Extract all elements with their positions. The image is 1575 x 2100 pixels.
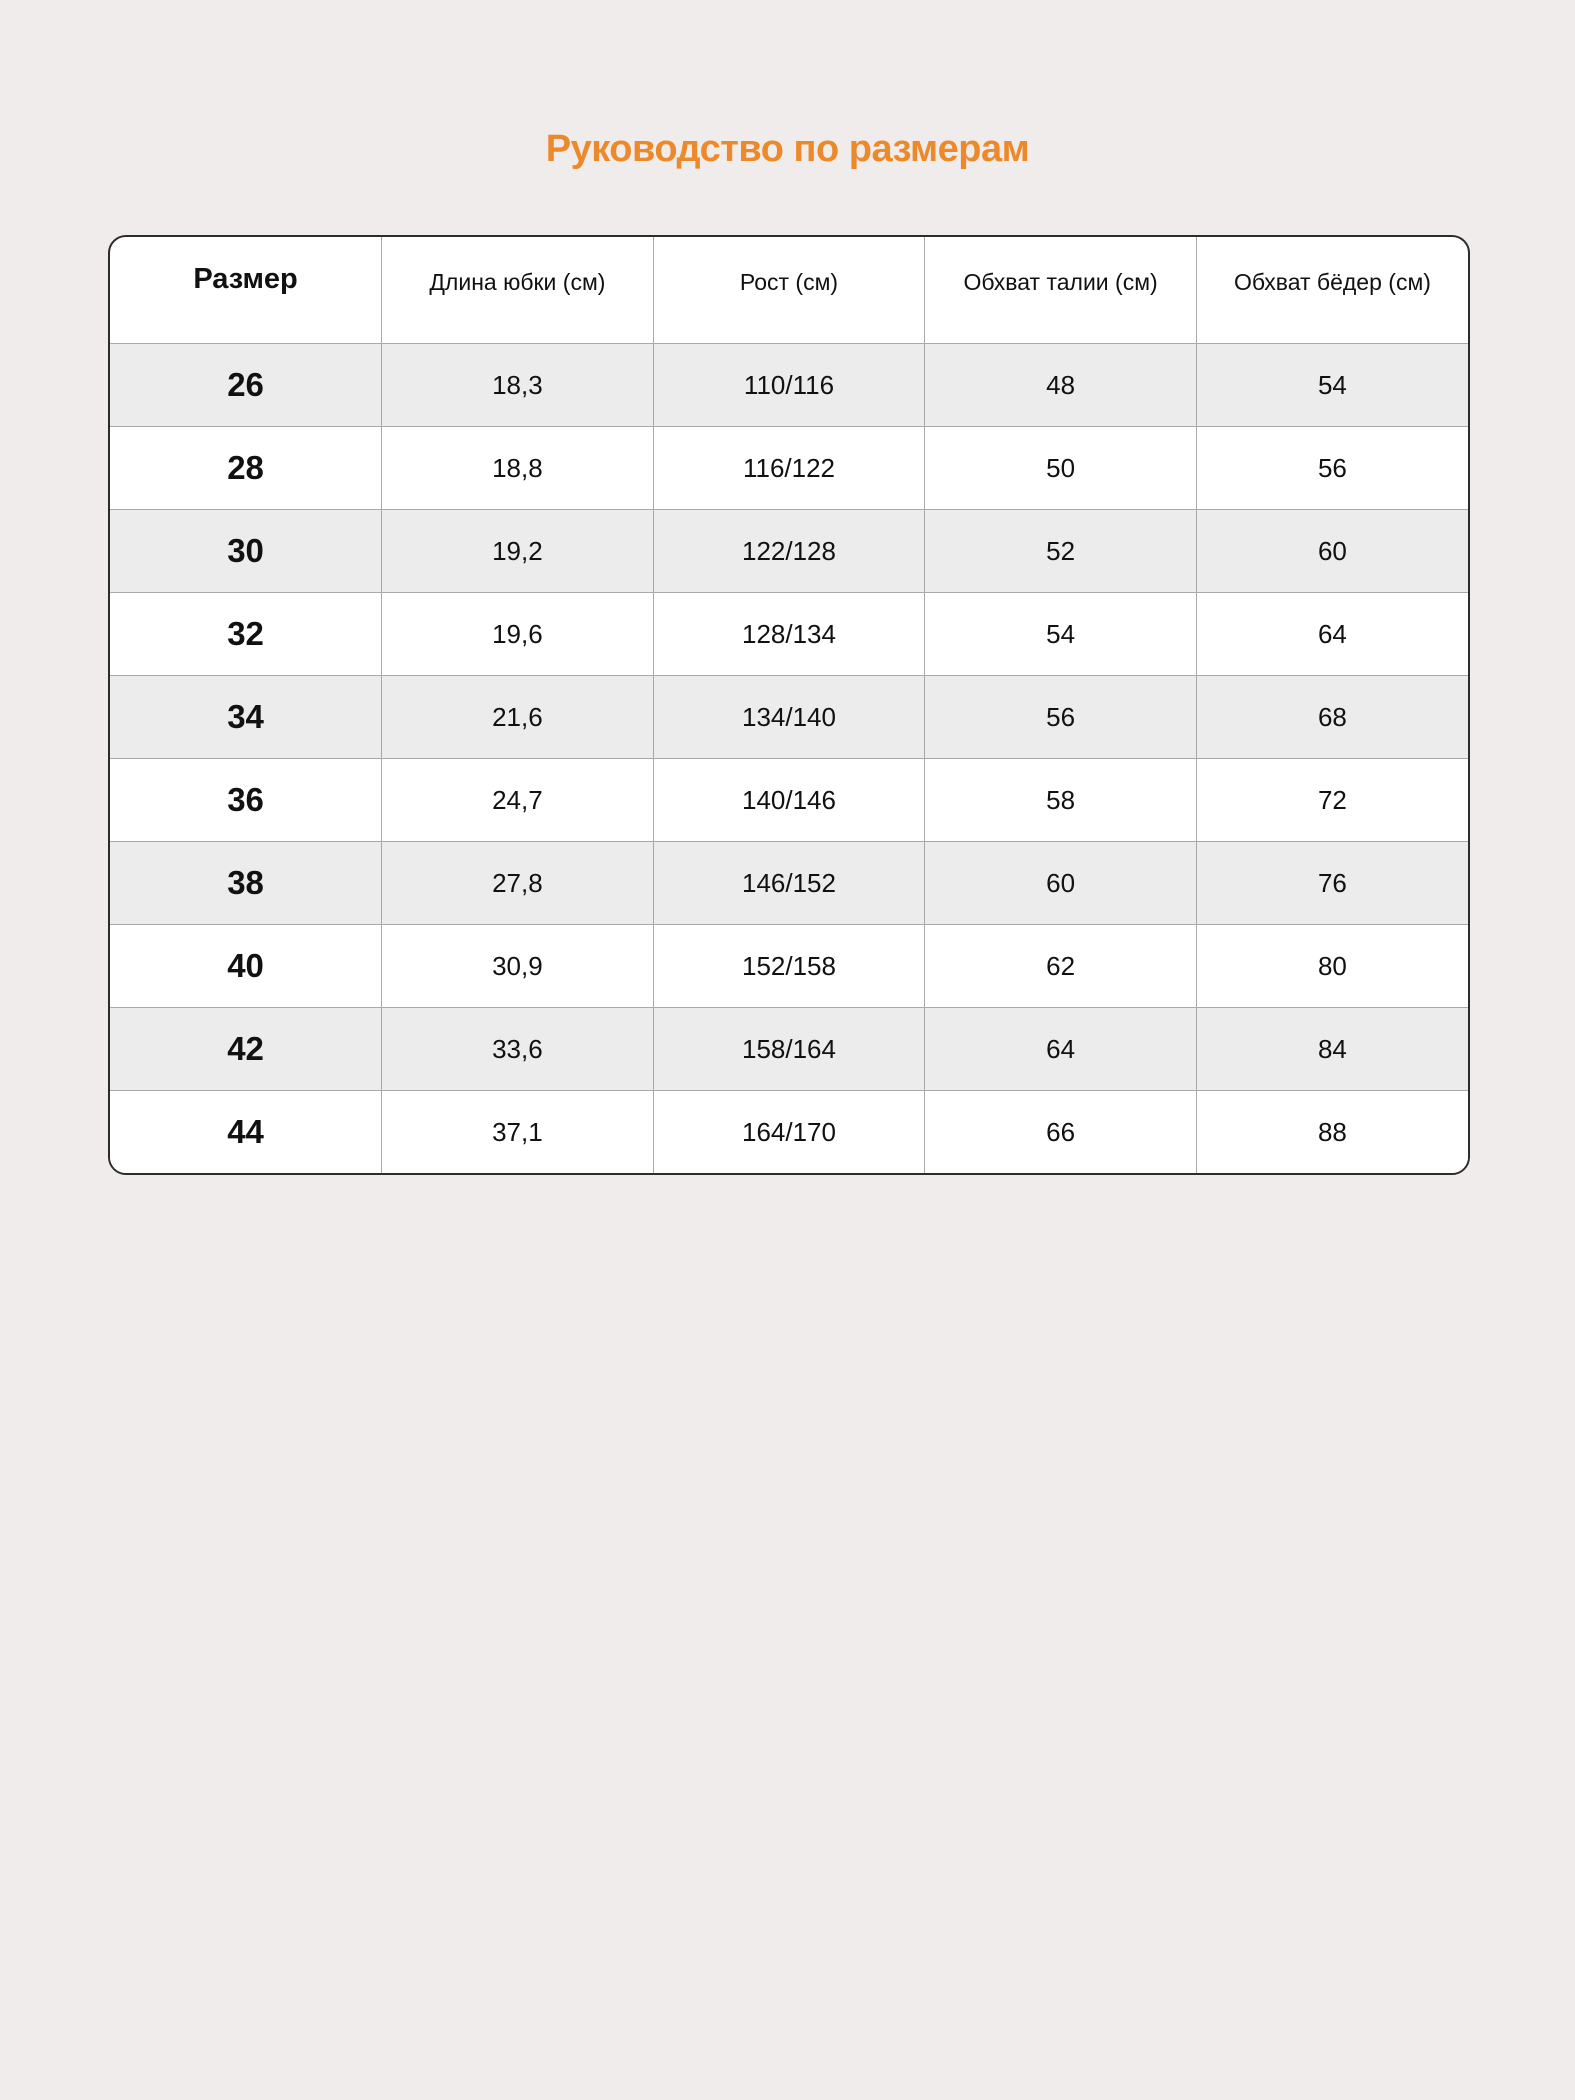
column-header-height: Рост (см) [653,237,925,344]
height-cell: 140/146 [653,759,925,842]
waist-cell: 52 [925,510,1197,593]
hips-cell: 56 [1196,427,1468,510]
table-row [110,676,1468,759]
waist-cell: 56 [925,676,1197,759]
table-row [110,759,1468,842]
page-title: Руководство по размерам [545,128,1030,170]
skirt-length-cell: 18,8 [382,427,654,510]
waist-cell: 60 [925,842,1197,925]
table-row [110,593,1468,676]
hips-cell: 80 [1196,925,1468,1008]
skirt-length-cell: 37,1 [382,1091,654,1174]
height-cell: 152/158 [653,925,925,1008]
size-cell: 40 [110,925,382,1008]
hips-cell: 84 [1196,1008,1468,1091]
waist-cell: 54 [925,593,1197,676]
waist-cell: 64 [925,1008,1197,1091]
waist-cell: 48 [925,344,1197,427]
size-chart-table [110,237,1468,1173]
hips-cell: 54 [1196,344,1468,427]
size-cell: 38 [110,842,382,925]
waist-cell: 58 [925,759,1197,842]
column-header-size: Размер [193,263,298,295]
height-cell: 122/128 [653,510,925,593]
waist-cell: 66 [925,1091,1197,1174]
hips-cell: 64 [1196,593,1468,676]
table-row [110,925,1468,1008]
hips-cell: 88 [1196,1091,1468,1174]
table-row [110,427,1468,510]
height-cell: 128/134 [653,593,925,676]
size-cell: 30 [110,510,382,593]
size-cell: 26 [110,344,382,427]
skirt-length-cell: 18,3 [382,344,654,427]
waist-cell: 50 [925,427,1197,510]
hips-cell: 76 [1196,842,1468,925]
skirt-length-cell: 30,9 [382,925,654,1008]
height-cell: 146/152 [653,842,925,925]
size-cell: 28 [110,427,382,510]
height-cell: 134/140 [653,676,925,759]
table-row [110,1091,1468,1174]
hips-cell: 72 [1196,759,1468,842]
skirt-length-cell: 21,6 [382,676,654,759]
size-cell: 36 [110,759,382,842]
table-row [110,510,1468,593]
size-cell: 34 [110,676,382,759]
hips-cell: 68 [1196,676,1468,759]
column-header-skirt-length: Длина юбки (см) [382,237,654,344]
column-header-waist: Обхват талии (см) [925,237,1197,344]
skirt-length-cell: 19,2 [382,510,654,593]
skirt-length-cell: 24,7 [382,759,654,842]
table-row [110,1008,1468,1091]
table-row [110,842,1468,925]
height-cell: 164/170 [653,1091,925,1174]
table-row [110,344,1468,427]
table-header-row [110,237,1468,344]
skirt-length-cell: 27,8 [382,842,654,925]
waist-cell: 62 [925,925,1197,1008]
height-cell: 116/122 [653,427,925,510]
hips-cell: 60 [1196,510,1468,593]
height-cell: 110/116 [653,344,925,427]
size-chart-table-container [108,235,1470,1175]
skirt-length-cell: 33,6 [382,1008,654,1091]
height-cell: 158/164 [653,1008,925,1091]
size-cell: 32 [110,593,382,676]
skirt-length-cell: 19,6 [382,593,654,676]
size-cell: 42 [110,1008,382,1091]
size-cell: 44 [110,1091,382,1174]
column-header-hips: Обхват бёдер (см) [1196,237,1468,344]
